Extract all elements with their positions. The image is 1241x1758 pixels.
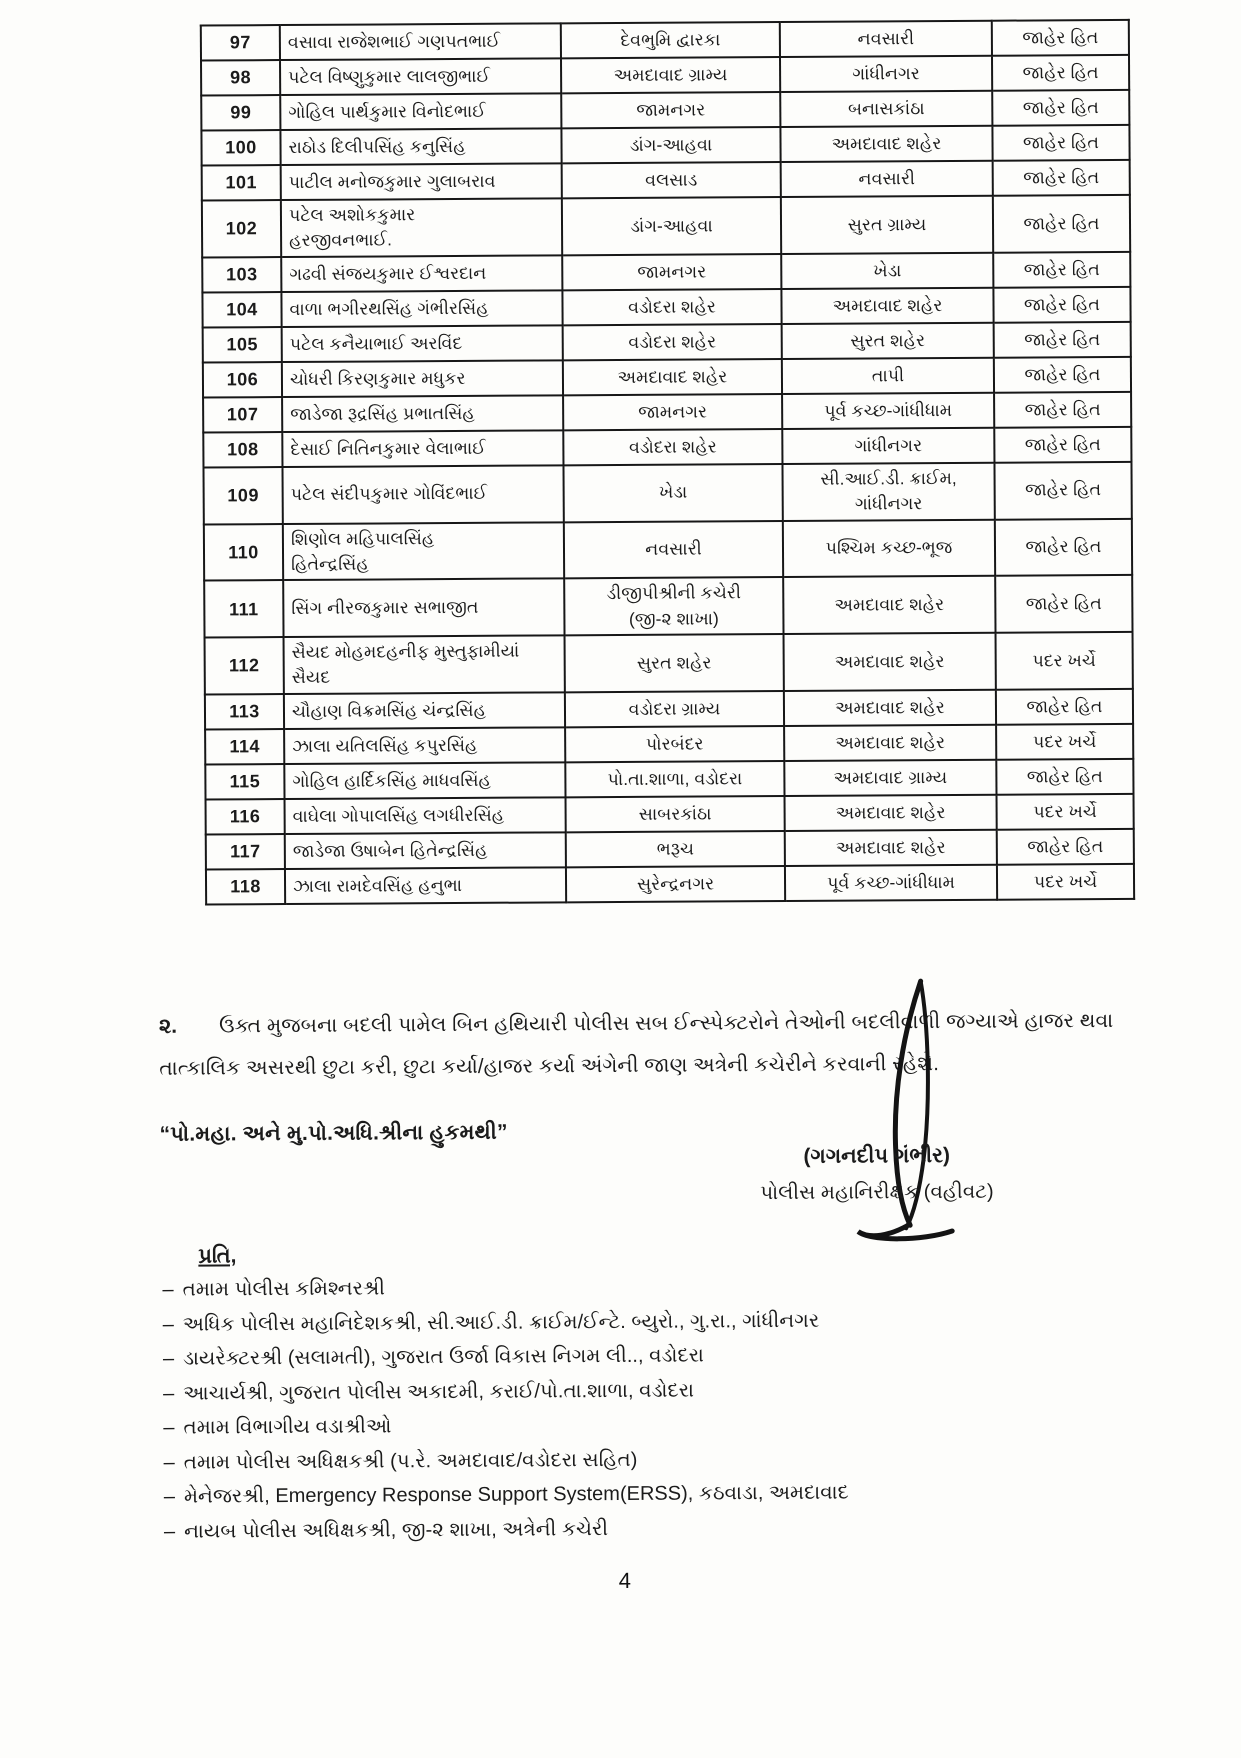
cell-name: ઝાલા યતિલસિંહ કપુરસિંહ	[284, 727, 565, 764]
cell-to: અમદાવાદ શહેર	[784, 724, 996, 760]
table-row	[205, 689, 1133, 730]
dash-bullet: –	[163, 1520, 176, 1543]
cell-from: વડોદરા શહેર	[563, 324, 782, 360]
table-row	[201, 125, 1129, 166]
recipient-text: મેનેજરશ્રી, Emergency Response Support System(ERSS), કઠવાડા, અમદાવાદ	[183, 1481, 849, 1508]
table-row	[205, 724, 1133, 765]
cell-to: અમદાવાદ શહેર	[784, 633, 996, 691]
cell-name: ચૌહાણ વિક્રમસિંહ ચંન્દ્રસિંહ	[284, 692, 565, 729]
cell-remark: જાહેર હિત	[993, 160, 1130, 196]
recipients-section	[162, 1239, 1164, 1553]
table-row	[203, 427, 1131, 468]
cell-from: ભરૂચ	[566, 831, 785, 867]
cell-name: સૈયદ મોહમદહનીફ મુસ્તુફામીયાં સૈયદ	[284, 635, 565, 693]
cell-from: સાબરકાંઠા	[566, 796, 785, 832]
cell-name: જાડેજા ઉષાબેન હિતેન્દ્રસિંહ	[285, 832, 566, 869]
cell-remark: જાહેર હિત	[993, 252, 1130, 288]
recipient-item	[164, 1512, 1164, 1544]
recipient-text: તમામ વિભાગીય વડાશ્રીઓ	[183, 1415, 392, 1439]
table-row	[201, 90, 1129, 131]
cell-from: વલસાડ	[562, 162, 781, 198]
cell-name: પટેલ સંદીપકુમાર ગોવિંદભાઈ	[282, 465, 563, 523]
cell-remark: જાહેર હિત	[993, 195, 1130, 253]
cell-sr-no: 109	[203, 467, 282, 524]
cell-sr-no: 99	[201, 95, 280, 130]
cell-name: ગઢવી સંજયકુમાર ઈશ્વરદાન	[281, 255, 562, 292]
table-row	[206, 829, 1134, 870]
cell-sr-no: 103	[202, 257, 281, 292]
table-row	[205, 759, 1133, 800]
cell-name: વાળા ભગીરથસિંહ ગંભીરસિંહ	[281, 290, 562, 327]
recipient-item	[163, 1305, 1163, 1337]
cell-from: દેવભુમિ દ્વારકા	[561, 22, 780, 58]
cell-name: ગોહિલ પાર્થકુમાર વિનોદભાઈ	[280, 93, 561, 130]
cell-sr-no: 117	[206, 834, 285, 869]
table-row	[201, 55, 1129, 96]
cell-sr-no: 110	[204, 524, 283, 581]
cell-name: ઝાલા રામદેવસિંહ હનુભા	[285, 867, 566, 904]
cell-sr-no: 115	[205, 764, 284, 799]
cell-from: ડાંગ-આહવા	[561, 127, 780, 163]
cell-sr-no: 108	[203, 432, 282, 467]
recipient-item	[163, 1409, 1163, 1441]
cell-sr-no: 98	[201, 60, 280, 95]
cell-remark: જાહેર હિત	[992, 55, 1129, 91]
recipient-text: નાયબ પોલીસ અધિક્ષકશ્રી, જી-૨ શાખા, અત્રેની કચેરી	[184, 1517, 609, 1543]
cell-remark: પદર ખર્ચે	[997, 864, 1134, 900]
cell-from: વડોદરા શહેર	[562, 289, 781, 325]
cell-from: સુરેન્દ્રનગર	[566, 866, 785, 902]
cell-remark: જાહેર હિત	[994, 392, 1131, 428]
cell-remark: જાહેર હિત	[994, 322, 1131, 358]
order-authority-quote: “પો.મહા. અને મુ.પો.અધિ.શ્રીના હુકમથી”	[159, 1120, 508, 1146]
cell-to: સુરત શહેર	[782, 322, 994, 358]
cell-from: અમદાવાદ શહેર	[563, 359, 782, 395]
cell-to: અમદાવાદ શહેર	[785, 829, 997, 865]
cell-remark: જાહેર હિત	[996, 759, 1133, 795]
cell-to: પૂર્વ કચ્છ-ગાંધીધામ	[785, 864, 997, 900]
table-row	[203, 392, 1131, 433]
table-row	[202, 252, 1130, 293]
cell-remark: જાહેર હિત	[994, 427, 1131, 463]
table-row	[203, 357, 1131, 398]
cell-name: પાટીલ મનોજકુમાર ગુલાબરાવ	[281, 163, 562, 200]
table-row	[202, 287, 1130, 328]
cell-remark: પદર ખર્ચે	[997, 794, 1134, 830]
signatory-block	[737, 1138, 1017, 1211]
paragraph-text: ઉક્ત મુજબના બદલી પામેલ બિન હથિયારી પોલીસ સબ ઈન્સ્પેક્ટરોને તેઓની બદલીવાળી જગ્યાએ હાજર થવા તાત્કાલિક અસરથી છુટા કરી, છુટા કર્યા/હાજર કર્યા અંગેની જાણ અત્રેની કચેરીને કરવાની રહેશે.	[159, 1008, 1114, 1080]
cell-sr-no: 102	[202, 200, 281, 257]
cell-to: નવસારી	[780, 21, 992, 57]
cell-remark: જાહેર હિત	[994, 462, 1131, 520]
cell-sr-no: 97	[201, 25, 280, 60]
cell-remark: જાહેર હિત	[992, 20, 1129, 56]
cell-sr-no: 104	[202, 292, 281, 327]
signatory-designation: પોલીસ મહાનિરીક્ષક (વહીવટ)	[760, 1180, 994, 1204]
cell-from: ખેડા	[563, 464, 782, 522]
cell-to: પૂર્વ કચ્છ-ગાંધીધામ	[782, 392, 994, 428]
cell-name: જાડેજા રૂદ્રસિંહ પ્રભાતસિંહ	[282, 395, 563, 432]
cell-remark: જાહેર હિત	[992, 125, 1129, 161]
cell-remark: પદર ખર્ચે	[996, 724, 1133, 760]
cell-sr-no: 101	[202, 165, 281, 200]
cell-from: અમદાવાદ ગ્રામ્ય	[561, 57, 780, 93]
cell-from: જામનગર	[563, 394, 782, 430]
cell-remark: પદર ખર્ચે	[996, 632, 1133, 690]
cell-to: ગાંધીનગર	[780, 56, 992, 92]
cell-remark: જાહેર હિત	[992, 90, 1129, 126]
transfer-table	[200, 19, 1135, 905]
recipient-text: તમામ પોલીસ કમિશ્નરશ્રી	[182, 1277, 385, 1301]
cell-to: સુરત ગ્રામ્ય	[781, 196, 993, 254]
cell-to: બનાસકાંઠા	[780, 91, 992, 127]
cell-from: વડોદરા ગ્રામ્ય	[565, 691, 784, 727]
cell-remark: જાહેર હિત	[996, 689, 1133, 725]
dash-bullet: –	[162, 1313, 174, 1336]
recipient-item	[164, 1478, 1164, 1510]
cell-name: વસાવા રાજેશભાઈ ગણપતભાઈ	[280, 23, 561, 60]
cell-to: ગાંધીનગર	[782, 427, 994, 463]
cell-remark: જાહેર હિત	[995, 518, 1132, 576]
recipient-item	[163, 1374, 1163, 1406]
order-paragraph	[159, 999, 1172, 1090]
table-row	[204, 518, 1132, 580]
cell-from: નવસારી	[564, 521, 783, 579]
cell-name: વાઘેલા ગોપાલસિંહ લગધીરસિંહ	[285, 797, 566, 834]
cell-name: શિણોલ મહિપાલસિંહ હિતેન્દ્રસિંહ	[283, 522, 564, 580]
cell-sr-no: 107	[203, 397, 282, 432]
cell-sr-no: 105	[203, 327, 282, 362]
cell-from: જામનગર	[561, 92, 780, 128]
transfer-table-body	[201, 20, 1134, 904]
recipient-item	[163, 1443, 1163, 1475]
cell-sr-no: 112	[205, 637, 284, 694]
cell-sr-no: 106	[203, 362, 282, 397]
cell-name: પટેલ કનૈયાભાઈ અરવિંદ	[282, 325, 563, 362]
cell-name: રાઠોડ દિલીપસિંહ કનુસિંહ	[280, 128, 561, 165]
cell-sr-no: 111	[204, 580, 283, 637]
cell-name: દેસાઈ નિતિનકુમાર વેલાભાઈ	[282, 430, 563, 467]
dash-bullet: –	[163, 1382, 175, 1405]
cell-from: પોરબંદર	[565, 726, 784, 762]
page-number: 4	[618, 1567, 631, 1594]
cell-to: તાપી	[782, 357, 994, 393]
cell-remark: જાહેર હિત	[995, 575, 1132, 633]
cell-to: અમદાવાદ શહેર	[783, 576, 995, 634]
recipient-text: ડાયરેક્ટરશ્રી (સલામતી), ગુજરાત ઉર્જા વિકાસ નિગમ લી.., વડોદરા	[182, 1344, 704, 1370]
cell-name: ચોધરી કિરણકુમાર મધુકર	[282, 360, 563, 397]
dash-bullet: –	[163, 1416, 175, 1439]
cell-from: જામનગર	[562, 254, 781, 290]
cell-remark: જાહેર હિત	[994, 357, 1131, 393]
table-row	[203, 322, 1131, 363]
cell-to: ખેડા	[781, 252, 993, 288]
cell-to: અમદાવાદ શહેર	[781, 287, 993, 323]
cell-from: પો.તા.શાળા, વડોદરા	[565, 761, 784, 797]
recipient-list	[162, 1271, 1164, 1545]
cell-sr-no: 118	[206, 869, 285, 904]
cell-name: ગોહિલ હાર્દિકસિંહ માધવસિંહ	[284, 762, 565, 799]
recipient-item	[162, 1271, 1162, 1303]
cell-sr-no: 114	[205, 729, 284, 764]
cell-remark: જાહેર હિત	[993, 287, 1130, 323]
cell-from: ડીજીપીશ્રીની કચેરી (જી-૨ શાખા)	[564, 577, 783, 635]
cell-name: પટેલ વિષ્ણુકુમાર લાલજીભાઈ	[280, 58, 561, 95]
recipient-text: આચાર્યશ્રી, ગુજરાત પોલીસ અકાદમી, કરાઈ/પો.તા.શાળા, વડોદરા	[183, 1379, 694, 1405]
table-row	[206, 864, 1134, 905]
cell-name: પટેલ અશોકકુમાર હરજીવનભાઈ.	[281, 198, 562, 256]
cell-sr-no: 113	[205, 694, 284, 729]
table-row	[206, 794, 1134, 835]
cell-to: પશ્ચિમ કચ્છ-ભૂજ	[783, 519, 995, 577]
cell-to: અમદાવાદ શહેર	[784, 689, 996, 725]
cell-remark: જાહેર હિત	[997, 829, 1134, 865]
table-row	[202, 195, 1130, 257]
dash-bullet: –	[163, 1485, 175, 1508]
table-row	[201, 20, 1129, 61]
cell-sr-no: 116	[206, 799, 285, 834]
dash-bullet: –	[162, 1278, 174, 1301]
recipient-item	[163, 1340, 1163, 1372]
cell-to: અમદાવાદ શહેર	[780, 126, 992, 162]
table-row	[202, 160, 1130, 201]
cell-from: ડાંગ-આહવા	[562, 197, 781, 255]
cell-sr-no: 100	[201, 130, 280, 165]
cell-to: અમદાવાદ શહેર	[785, 794, 997, 830]
table-row	[203, 462, 1131, 524]
signatory-name: (ગગનદીપ ગંભીર)	[803, 1143, 951, 1168]
table-row	[204, 575, 1132, 637]
paragraph-number: ૨.	[158, 1014, 178, 1038]
recipient-text: તમામ પોલીસ અધિક્ષકશ્રી (પ.રે. અમદાવાદ/વડોદરા સહિત)	[183, 1448, 638, 1474]
dash-bullet: –	[162, 1347, 175, 1370]
recipients-heading: પ્રતિ,	[198, 1244, 237, 1268]
cell-from: સુરત શહેર	[565, 634, 784, 692]
cell-name: સિંગ નીરજકુમાર સભાજીત	[283, 579, 564, 637]
dash-bullet: –	[163, 1451, 175, 1474]
cell-to: નવસારી	[781, 161, 993, 197]
cell-to: સી.આઈ.ડી. ક્રાઈમ, ગાંધીનગર	[782, 462, 994, 520]
cell-to: અમદાવાદ ગ્રામ્ય	[784, 759, 996, 795]
recipient-text: અધિક પોલીસ મહાનિદેશકશ્રી, સી.આઈ.ડી. ક્રાઈમ/ઈન્ટે. બ્યુરો., ગુ.રા., ગાંધીનગર	[182, 1309, 820, 1336]
table-row	[205, 632, 1133, 694]
cell-from: વડોદરા શહેર	[563, 429, 782, 465]
